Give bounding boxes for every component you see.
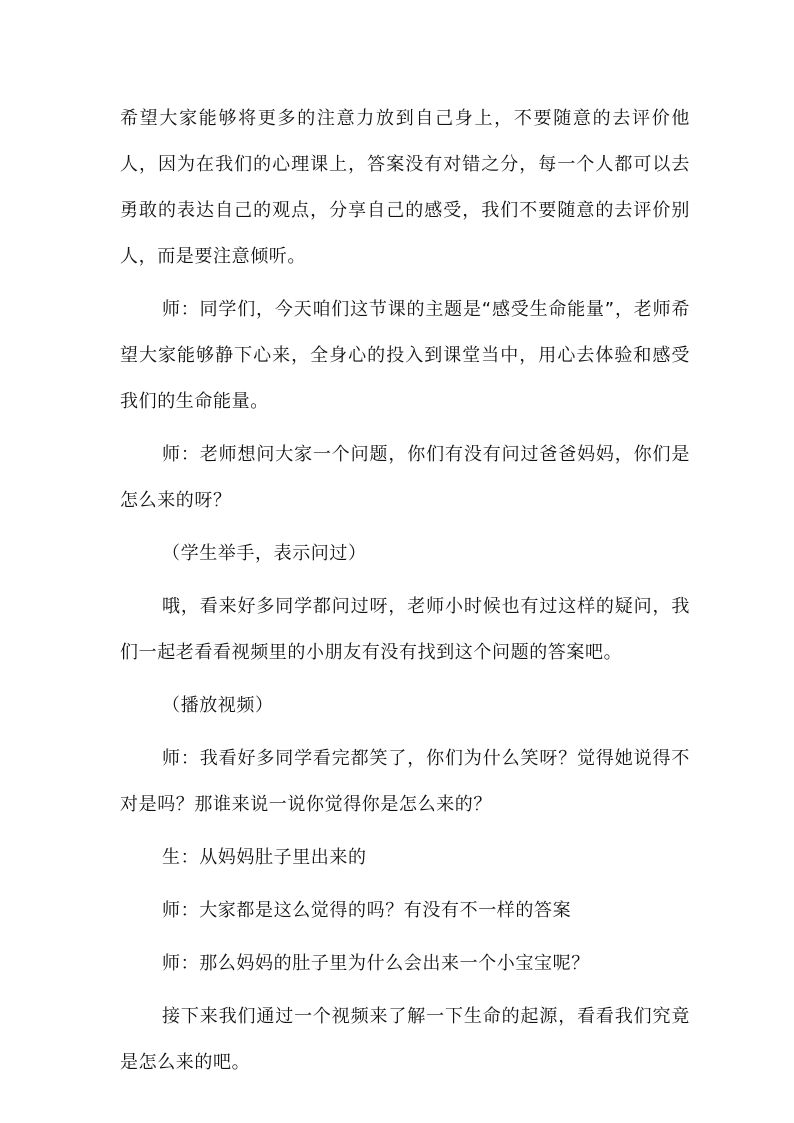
paragraph-1: 希望大家能够将更多的注意力放到自己身上，不要随意的去评价他人，因为在我们的心理课上，答案没有对错之分，每一个人都可以去勇敢的表达自己的观点，分享自己的感受，我们不要随意的去评价别人，而是要注意倾听。 [120, 108, 690, 267]
paragraph-9: 师：大家都是这么觉得的吗？有没有不一样的答案 [162, 900, 572, 921]
paragraph-11: 接下来我们通过一个视频来了解一下生命的起源，看看我们究竟是怎么来的吧。 [120, 1006, 690, 1073]
paragraph-7: 师：我看好多同学看完都笑了，你们为什么笑呀？觉得她说得不对是吗？那谁来说一说你觉得你是怎么来的？ [120, 748, 690, 815]
paragraph-6: （播放视频） [162, 695, 274, 716]
paragraph-10: 师：那么妈妈的肚子里为什么会出来一个小宝宝呢？ [162, 953, 590, 974]
paragraph-8: 生：从妈妈肚子里出来的 [162, 847, 367, 868]
document-body [120, 96, 690, 1093]
paragraph-2: 师：同学们，今天咱们这节课的主题是“感受生命能量”，老师希望大家能够静下心来，全身心的投入到课堂当中，用心去体验和感受我们的生命能量。 [120, 299, 690, 412]
paragraph-5: 哦，看来好多同学都问过呀，老师小时候也有过这样的疑问，我们一起老看看视频里的小朋友有没有找到这个问题的答案吧。 [120, 596, 690, 663]
paragraph-4: （学生举手，表示问过） [162, 543, 367, 564]
paragraph-3: 师：老师想问大家一个问题，你们有没有问过爸爸妈妈，你们是怎么来的呀？ [120, 444, 690, 511]
